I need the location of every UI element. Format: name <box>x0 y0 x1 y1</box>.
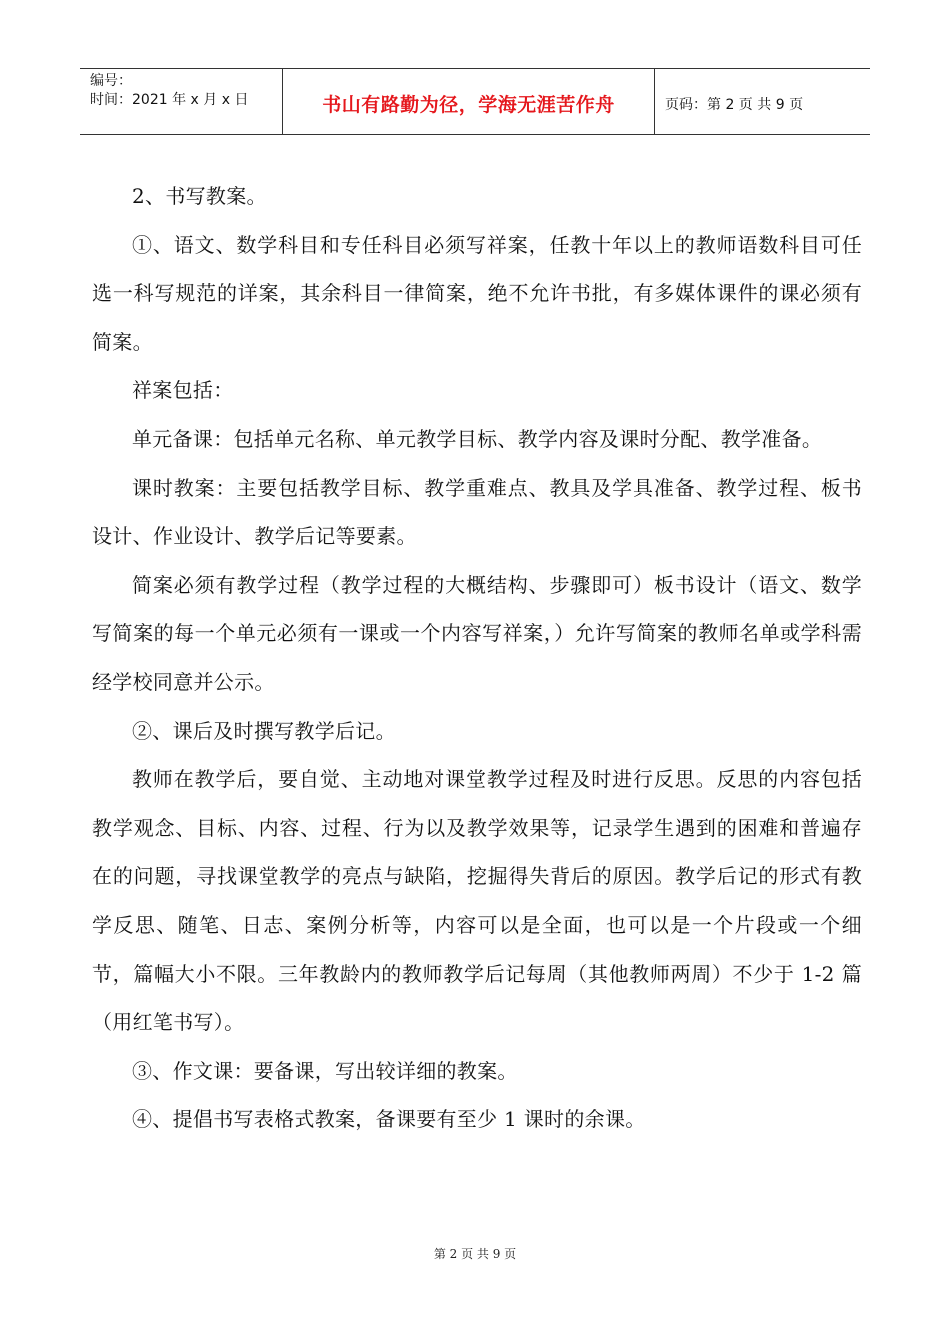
paragraph-reflection: 教师在教学后，要自觉、主动地对课堂教学过程及时进行反思。反思的内容包括教学观念、目标、内容、过程、行为以及教学效果等，记录学生遇到的困难和普遍存在的问题，寻找课堂教学的亮点与缺陷，挖掘得失背后的原因。教学后记的形式有教学反思、随笔、日志、案例分析等，内容可以是全面，也可以是一个片段或一个细节，篇幅大小不限。三年教龄内的教师教学后记每周（其他教师两周）不少于 1-2 篇（用红笔书写）。 <box>92 767 862 1035</box>
paragraph-lesson-plan: 课时教案：主要包括教学目标、教学重难点、教具及学具准备、教学过程、板书设计、作业设计、教学后记等要素。 <box>92 475 862 549</box>
header-meta <box>80 69 283 134</box>
paragraph-item-2: ②、课后及时撰写教学后记。 <box>132 718 396 743</box>
paragraph-item-4: ④、提倡书写表格式教案，备课要有至少 1 课时的余课。 <box>132 1107 646 1132</box>
header-page-cell <box>655 69 870 134</box>
paragraph-heading-writing-plans: 2、书写教案。 <box>132 184 267 208</box>
header-page-number: 页码：第 2 页 共 9 页 <box>665 96 804 113</box>
paragraph-item-3: ③、作文课：要备课，写出较详细的教案。 <box>132 1058 518 1083</box>
paragraph-detailed-plan-includes: 祥案包括： <box>132 378 234 403</box>
page-footer <box>0 1245 950 1262</box>
document-body <box>92 172 862 1144</box>
document-date: 时间：2021 年 x 月 x 日 <box>90 92 249 108</box>
footer-page-number: 第 2 页 共 9 页 <box>433 1247 517 1261</box>
document-number-label: 编号： <box>90 73 132 89</box>
paragraph-item-1: ①、语文、数学科目和专任科目必须写祥案，任教十年以上的教师语数科目可任选一科写规范的详案，其余科目一律简案，绝不允许书批，有多媒体课件的课必须有简案。 <box>92 232 862 354</box>
header-motto-cell <box>283 69 655 134</box>
paragraph-brief-plan: 简案必须有教学过程（教学过程的大概结构、步骤即可）板书设计（语文、数学写简案的每一个单元必须有一课或一个内容写祥案，）允许写简案的教师名单或学科需经学校同意并公示。 <box>92 572 862 694</box>
motto-text: 书山有路勤为径，学海无涯苦作舟 <box>322 94 615 116</box>
page-header <box>80 68 870 135</box>
paragraph-unit-prep: 单元备课：包括单元名称、单元教学目标、教学内容及课时分配、教学准备。 <box>132 426 823 451</box>
